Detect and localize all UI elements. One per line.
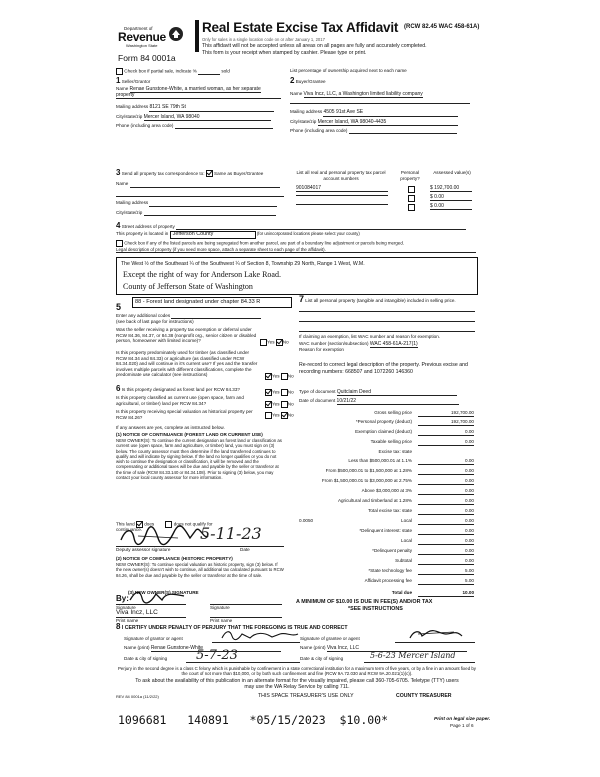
deputy-sig-label: Deputy assessor signature: [116, 547, 171, 552]
q-historic-yes-checkbox[interactable]: [265, 412, 272, 419]
grantee-date-label: Date & city of signing: [300, 656, 344, 661]
assessed-value-field[interactable]: $ 0.00: [430, 195, 472, 201]
personal-property-heading: List all personal property (tangible and intangible) included in selling price.: [305, 298, 456, 303]
seller-city-label: City/state/zip: [116, 113, 143, 119]
partial-sale-checkbox[interactable]: [116, 68, 123, 75]
exemption-claim-label: If claiming an exemption, list WAC number and reason for exemption.: [299, 334, 441, 339]
revision-label: REV 84 0001a (11/2/22): [116, 694, 159, 699]
continuance-label: continuance.: [116, 527, 143, 532]
seller-mailing-field[interactable]: 8121 SE 79th St: [149, 105, 274, 111]
owner-signature-label: Signature: [116, 605, 136, 610]
seller-city-field[interactable]: Mercer Island, WA 98040: [144, 115, 271, 121]
grantee-signature: [406, 626, 466, 642]
tax-row-agricultural: Agricultural and timberland at 1.28% 0.00: [337, 498, 474, 503]
tax-row-exemption: Exemption claimed (deduct) 0.00: [355, 429, 474, 434]
section-7-number: 7: [299, 294, 305, 304]
legal-paper-note: Print on legal size paper.: [434, 717, 491, 722]
tax-row-subtotal: Subtotal 0.00: [395, 558, 474, 563]
notice-2-title: (2) NOTICE OF COMPLIANCE (HISTORIC PROPERTY): [116, 556, 233, 561]
corr-name-field[interactable]: [130, 181, 280, 187]
same-as-buyer-label: Same as Buyer/Grantee: [214, 171, 264, 176]
q-forest-answer: Yes No: [265, 389, 294, 396]
local-rate: 0.0050: [299, 518, 314, 523]
grantor-name-row: Name (print) Renae Gunstone-White: [124, 645, 281, 652]
header-line-2: This affidavit will not be accepted unless all areas on all pages are fully and accurately completed.: [202, 43, 427, 49]
section-5-number: 5: [116, 302, 122, 312]
seller-phone-label: Phone (including area code): [116, 123, 174, 129]
property-section: [116, 223, 476, 253]
owner-signature-label-2: Signature: [210, 605, 230, 610]
tax-row-state-header: Excise tax: state: [378, 449, 412, 454]
q-timber-text: Is this property predominately used for timber (as classified under RCW 84.34 and 84.33) or agriculture (as classified under RCW 84.34.020) and will continue in it's current use? If yes and the transfer involves multiple parcels with different classifications, complete the predominate use calculator (see instructions): [116, 350, 258, 378]
personal-property-checkbox[interactable]: [408, 195, 415, 202]
segregated-label: Check box if any of the listed parcels are being segregated from another parcel, are part of a boundary line adjustment or parcels being merged.: [124, 240, 404, 246]
grantor-signature-row: Signature of grantor or agent: [124, 636, 183, 641]
corr-city-label: City/state/zip: [116, 209, 143, 215]
tax-row-total-state: Total excise tax: state 0.00: [368, 508, 474, 513]
doc-date-row: Date of document 10/21/22: [299, 398, 459, 405]
tax-row-local: 0.0050 Local 0.00: [299, 518, 474, 523]
grantee-signature-row: Signature of grantee or agent: [300, 636, 360, 641]
dept-label: Department of: [124, 26, 153, 31]
minimum-due-note: A MINIMUM OF $10.00 IS DUE IN FEE(S) AND/OR TAX: [296, 599, 433, 605]
seller-heading: Seller/Grantor: [121, 79, 151, 84]
personal-property-col-header: Personal property?: [400, 170, 420, 181]
located-label: This property is located in: [116, 231, 169, 237]
grantor-signature: [220, 628, 300, 642]
qualify-row: This land does does not qualify for: [116, 521, 213, 527]
partial-sale-percent-field[interactable]: [198, 69, 220, 75]
tax-row-processing-fee: Affidavit processing fee 5.00: [364, 578, 474, 583]
q-current-use-yes-checkbox[interactable]: [265, 401, 272, 408]
corr-name-label: Name: [116, 181, 129, 187]
notice-1-title: (1) NOTICE OF CONTINUANCE (FOREST LAND OR CURRENT USE): [116, 432, 263, 437]
tax-row-delinquent-interest: *Delinquent interest: state 0.00: [359, 528, 474, 533]
section-7: [299, 294, 475, 332]
reason-label: Reason for exemption: [299, 347, 344, 352]
personal-property-checkbox[interactable]: [408, 186, 415, 193]
treasurer-receipt-stamp: 1096681 140891 *05/15/2023 $10.00*: [118, 713, 389, 727]
tax-row-personal-property: *Personal property (deduct) 192,700.00: [355, 419, 474, 424]
tax-row-bracket-1: Less than $500,000.01 at 1.1% 0.00: [348, 458, 474, 463]
q-forest-yes-checkbox[interactable]: [265, 389, 272, 396]
street-label: Street address of property: [121, 224, 175, 229]
personal-property-field-1[interactable]: [299, 304, 475, 312]
partial-sale-row: [116, 68, 230, 75]
notice-2-body: NEW OWNER(S): To continue special valuation as historic property, sign (3) below. If the new owner(s) doesn't wish to continue, all additional tax calculated pursuant to RCW 84.26, shall be due and payable by the seller or transferor at the time of sale.: [116, 562, 284, 578]
tax-row-bracket-4: Above $3,000,000 at 3% 0.00: [361, 488, 474, 493]
tax-row-total-due: Total due 10.00: [391, 590, 474, 595]
owner-print-name-label-2: Print name: [210, 618, 233, 623]
seller-name-field[interactable]: Renae Gunstone-White, a married woman, as her separate: [129, 86, 261, 93]
seller-section: [116, 78, 286, 129]
legal-description-line-3: County of Jefferson State of Washington: [123, 282, 253, 291]
segregated-checkbox[interactable]: [116, 240, 123, 247]
state-label: Washington State: [126, 43, 158, 48]
parcel-number-field[interactable]: [296, 204, 388, 205]
q-exemption-yes-checkbox[interactable]: [260, 339, 267, 346]
corr-mailing-label: Mailing address: [116, 200, 149, 206]
additional-codes-label: Enter any additional codes: [116, 313, 171, 318]
q-current-use-no-checkbox[interactable]: [281, 401, 288, 408]
unincorporated-note: (for unincorporated locations please select your county): [256, 231, 360, 237]
street-field[interactable]: [176, 224, 466, 230]
parcel-number-field[interactable]: 901084017: [296, 186, 388, 192]
assessed-value-field[interactable]: $ 0.00: [430, 204, 472, 210]
legal-desc-label: Legal description of property (if you need more space, attach a separate sheet to each page of the affidavit).: [116, 247, 476, 253]
partial-sale-label: Check box if partial sale, indicate %: [124, 68, 197, 74]
list-percentage-note: List percentage of ownership acquired next to each name: [290, 68, 407, 73]
wac-number-field[interactable]: WAC 458-61A-217(1): [369, 341, 418, 347]
personal-property-field-3[interactable]: [299, 322, 475, 332]
tax-row-delinquent-local: Local 0.00: [401, 538, 474, 543]
seller-name-field-2[interactable]: property: [116, 93, 281, 99]
form-number: Form 84 0001a: [118, 53, 176, 63]
section-1-number: 1: [116, 76, 121, 85]
buyer-city-label: City/state/zip: [290, 118, 317, 124]
corr-mailing-field[interactable]: [149, 200, 277, 206]
section-4-number: 4: [116, 221, 121, 230]
deputy-sign-date: 5-11-23: [200, 524, 262, 543]
grantor-name-field[interactable]: Renae Gunstone-White: [151, 646, 281, 652]
header-line-3: This form is your receipt when stamped by cashier. Please type or print.: [202, 50, 367, 56]
doc-type-row: Type of document Quitclaim Deed: [299, 389, 457, 396]
form-citation: (RCW 82.45 WAC 458-61A): [404, 24, 480, 30]
new-owner-sig-title: (3) NEW OWNER(S) SIGNATURE: [128, 590, 199, 595]
q-forest-text: 6 Is this property designated as forest land per RCW 84.33?: [116, 384, 240, 393]
legal-description-line-1: The West ½ of the Southeast ¼ of the Southwest ¼ of Section 8, Township 29 North, Range 1 West, W.M.: [121, 261, 365, 267]
see-instructions-note: *SEE INSTRUCTIONS: [348, 606, 403, 612]
buyer-name-label: Name: [290, 91, 303, 97]
dor-seal-icon: [168, 26, 184, 42]
reason-value[interactable]: Re-record to correct legal description of the property. Previous excise and recording numbers: 668507 and 1072260 146360: [299, 362, 468, 375]
seller-name-label: Name: [116, 86, 129, 92]
legal-description-box[interactable]: [116, 257, 478, 295]
correspondence-heading: Send all property tax correspondence to:: [121, 171, 205, 176]
availability-notice: To ask about the availability of this publication in an alternate format for the visually impaired, please call 360-705-6705. Teletype (TTY) users may use the WA Relay Service by calling 711.: [135, 678, 459, 690]
corr-city-field[interactable]: [144, 210, 276, 216]
q-exemption-text: Was the seller receiving a property tax exemption or deferral under RCW 84.36, 84.37, or 84.38 (nonprofit org., senior citizen or disabled person, homeowner with limited income)?: [116, 327, 257, 344]
q-exemption-no-checkbox[interactable]: [276, 339, 283, 346]
notice-1-body: NEW OWNER(S): To continue the current designation as forest land or classification as current use (open space, farm and agriculture, or timber) land, you must sign on (3) below. The county assessor must then determine if the land transferred continues to qualify and will indicate by signing below. If the land no longer qualifies or you do not wish to continue the designation or classification, it will be removed and the compensating or additional taxes will be due and payable by the seller or transferor at the time of sale (RCW 84.33.140 or 84.34.108). Prior to signing (3) below, you may contact your local county assessor for more information.: [116, 438, 282, 481]
q-historic-no-checkbox[interactable]: [281, 412, 288, 419]
section-2-number: 2: [290, 76, 295, 85]
owner-print-name-field[interactable]: Viva Incz, LLC: [116, 609, 158, 616]
q-timber-yes-checkbox[interactable]: [265, 373, 272, 380]
parcel-col-header: List all real and personal property tax parcel account numbers: [296, 170, 386, 181]
county-select[interactable]: Jefferson County: [170, 231, 256, 238]
doc-date-field[interactable]: 10/21/22: [337, 399, 459, 405]
q-historic-answer: Yes No: [265, 412, 294, 419]
correspondence-section: [116, 170, 286, 216]
q-current-use-text: Is this property classified as current use (open space, farm and agricultural, or timber) land per RCW 84.34?: [116, 395, 244, 406]
revenue-wordmark: Revenue: [118, 30, 166, 44]
buyer-mailing-field[interactable]: 4505 91st Ave SE: [323, 110, 458, 116]
tax-row-delinquent-penalty: *Delinquent penalty 0.00: [372, 548, 474, 553]
q-forest-no-checkbox[interactable]: [281, 389, 288, 396]
doc-type-field[interactable]: Quitclaim Deed: [337, 390, 457, 396]
header-line-1: Only for sales in a single location code on or after January 1, 2017: [202, 37, 325, 42]
certify-statement: 8 I CERTIFY UNDER PENALTY OF PERJURY THAT THE FOREGOING IS TRUE AND CORRECT: [116, 622, 348, 631]
seller-mailing-label: Mailing address: [116, 104, 149, 110]
land-use-code-select[interactable]: 88 - Forest land designated under chapter 84.33 R: [132, 297, 292, 308]
buyer-heading: Buyer/Grantee: [295, 79, 326, 84]
q-exemption-answer: Yes No: [260, 339, 289, 346]
same-as-buyer-checkbox[interactable]: [206, 170, 213, 177]
owner-print-name-label: Print name: [116, 618, 139, 623]
personal-property-checkbox[interactable]: [408, 204, 415, 211]
q-timber-no-checkbox[interactable]: [281, 373, 288, 380]
tax-row-bracket-2: From $500,000.01 to $1,500,000 at 1.28% 0.00: [325, 468, 474, 473]
form-title: Real Estate Excise Tax Affidavit: [202, 20, 399, 35]
legal-description-line-2: Except the right of way for Anderson Lake Road.: [123, 270, 281, 279]
q-historic-text: Is this property receiving special valuation as historical property per RCW 84.26?: [116, 409, 253, 420]
buyer-mailing-label: Mailing address: [290, 109, 323, 115]
q-current-use-answer: Yes No: [265, 401, 294, 408]
parcel-number-field[interactable]: [296, 195, 388, 196]
assessed-value-col-header: Assessed value(s): [433, 170, 471, 175]
by-label: By:: [116, 594, 129, 603]
page-number: Page 1 of 6: [450, 723, 474, 728]
tax-row-bracket-3: From $1,500,000.01 to $3,000,000 at 2.75% 0.00: [321, 478, 474, 483]
county-treasurer-label: COUNTY TREASURER: [396, 693, 452, 699]
grantee-name-field[interactable]: Viva Incz, LLC: [327, 646, 467, 652]
section-3-number: 3: [116, 168, 121, 177]
header-divider: [195, 20, 199, 52]
buyer-section: [290, 78, 475, 134]
grantor-date-label: Date & city of signing: [124, 656, 168, 661]
buyer-phone-field[interactable]: [349, 128, 457, 134]
tax-row-technology-fee: *State technology fee 5.00: [368, 568, 474, 573]
perjury-notice: Perjury in the second degree is a class C felony which is punishable by confinement in a state correctional institution for a maximum term of five years, or by a fine in an amount fixed by the court of not more than $10,000, or by both such confinement and fine (RCW 9A.72.030 and RCW 9A.20.021(1)(c)).: [117, 666, 476, 676]
wac-row: WAC number (section/subsection) WAC 458-61A-217(1): [299, 341, 418, 347]
q-timber-answer: Yes No: [265, 373, 294, 380]
seller-phone-field[interactable]: [175, 123, 273, 129]
treasurer-use-label: THIS SPACE TREASURER'S USE ONLY: [258, 693, 354, 699]
grantee-name-row: Name (print) Viva Incz, LLC: [300, 645, 467, 652]
grantee-date-field[interactable]: 5-6-23 Mercer Island: [370, 651, 456, 660]
tax-row-gross: Gross selling price 192,700.00: [374, 410, 474, 415]
grantor-date-field[interactable]: 5-7-23: [196, 648, 238, 663]
if-yes-note: If any answers are yes, complete as instructed below.: [116, 425, 225, 430]
personal-property-field-2[interactable]: [299, 312, 475, 322]
sold-label: sold: [221, 68, 230, 74]
buyer-phone-label: Phone (including area code): [290, 128, 348, 134]
assessed-value-field[interactable]: $ 192,700.00: [430, 186, 472, 192]
buyer-name-field[interactable]: Viva Incz, LLC, a Washington limited liability company: [303, 91, 423, 98]
see-back-note: (see back of last page for instructions): [116, 319, 194, 324]
buyer-city-field[interactable]: Mercer Island, WA 98040-4435: [318, 120, 458, 126]
deputy-date-label: Date: [240, 547, 250, 552]
tax-row-taxable: Taxable selling price 0.00: [370, 439, 474, 444]
